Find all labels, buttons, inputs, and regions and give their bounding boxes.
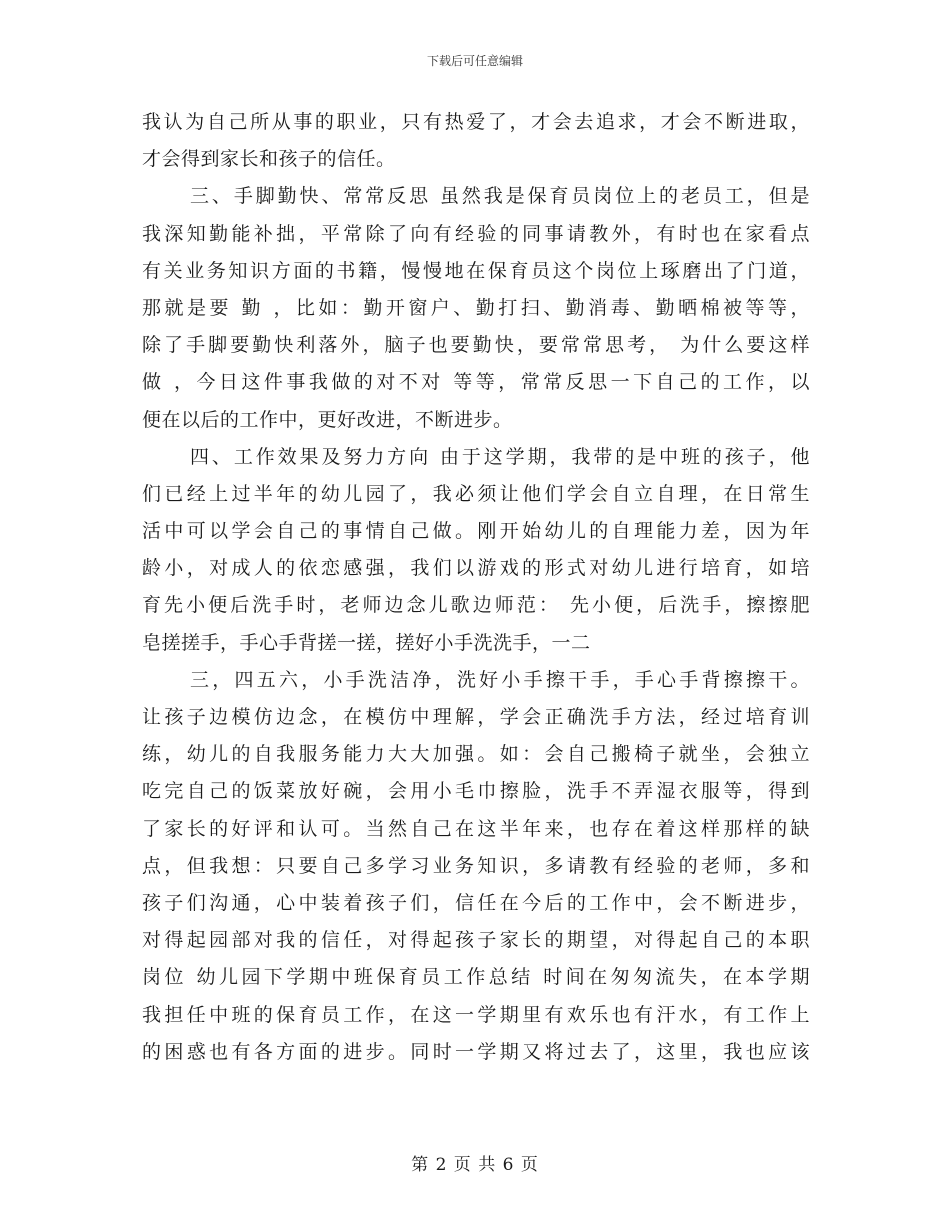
text-line: 的困惑也有各方面的进步。同时一学期又将过去了，这里，我也应该 [142,1040,810,1063]
text-line: 们已经上过半年的幼儿园了，我必须让他们学会自立自理，在日常生 [142,482,810,505]
text-line: 做 ，今日这件事我做的对不对 等等，常常反思一下自己的工作，以 [142,371,810,394]
document-body [142,104,810,1071]
text-line: 对得起园部对我的信任，对得起孩子家长的期望，对得起自己的本职 [142,929,810,952]
text-line: 孩子们沟通，心中装着孩子们，信任在今后的工作中，会不断进步， [142,891,810,914]
page-header-note: 下载后可任意编辑 [426,54,523,68]
page-number-footer: 第 2 页 共 6 页 [411,1155,539,1175]
text-line: 我深知勤能补拙，平常除了向有经验的同事请教外，有时也在家看点 [142,222,810,245]
text-line: 活中可以学会自己的事情自己做。刚开始幼儿的自理能力差，因为年 [142,520,810,543]
text-line: 那就是要 勤 ，比如：勤开窗户、勤打扫、勤消毒、勤晒棉被等等， [142,296,810,319]
text-line: 便在以后的工作中，更好改进，不断进步。 [142,408,513,431]
text-line: 练，幼儿的自我服务能力大大加强。如：会自己搬椅子就坐，会独立 [142,743,810,766]
text-line: 皂搓搓手，手心手背搓一搓，搓好小手洗洗手，一二 [142,631,591,654]
text-line: 三、手脚勤快、常常反思 虽然我是保育员岗位上的老员工，但是 [190,185,810,208]
text-line: 有关业务知识方面的书籍，慢慢地在保育员这个岗位上琢磨出了门道， [142,259,810,282]
text-line: 三，四五六，小手洗洁净，洗好小手擦干手，手心手背擦擦干。 [190,668,810,691]
text-line: 育先小便后洗手时，老师边念儿歌边师范： 先小便，后洗手，擦擦肥 [142,594,810,617]
text-line: 我担任中班的保育员工作，在这一学期里有欢乐也有汗水，有工作上 [142,1003,810,1026]
text-line: 除了手脚要勤快利落外，脑子也要勤快，要常常思考， 为什么要这样 [142,334,810,357]
text-line: 了家长的好评和认可。当然自己在这半年来，也存在着这样那样的缺 [142,817,810,840]
text-line: 点，但我想：只要自己多学习业务知识，多请教有经验的老师，多和 [142,854,810,877]
text-line: 龄小，对成人的依恋感强，我们以游戏的形式对幼儿进行培育，如培 [142,557,810,580]
text-line: 吃完自己的饭菜放好碗，会用小毛巾擦脸，洗手不弄湿衣服等，得到 [142,780,810,803]
text-line: 四、工作效果及努力方向 由于这学期，我带的是中班的孩子，他 [190,445,810,468]
text-line: 才会得到家长和孩子的信任。 [142,148,396,171]
text-line: 岗位 幼儿园下学期中班保育员工作总结 时间在匆匆流失，在本学期 [142,966,810,989]
text-line: 让孩子边模仿边念，在模仿中理解，学会正确洗手方法，经过培育训 [142,706,810,728]
text-line: 我认为自己所从事的职业，只有热爱了，才会去追求，才会不断进取， [142,111,810,133]
